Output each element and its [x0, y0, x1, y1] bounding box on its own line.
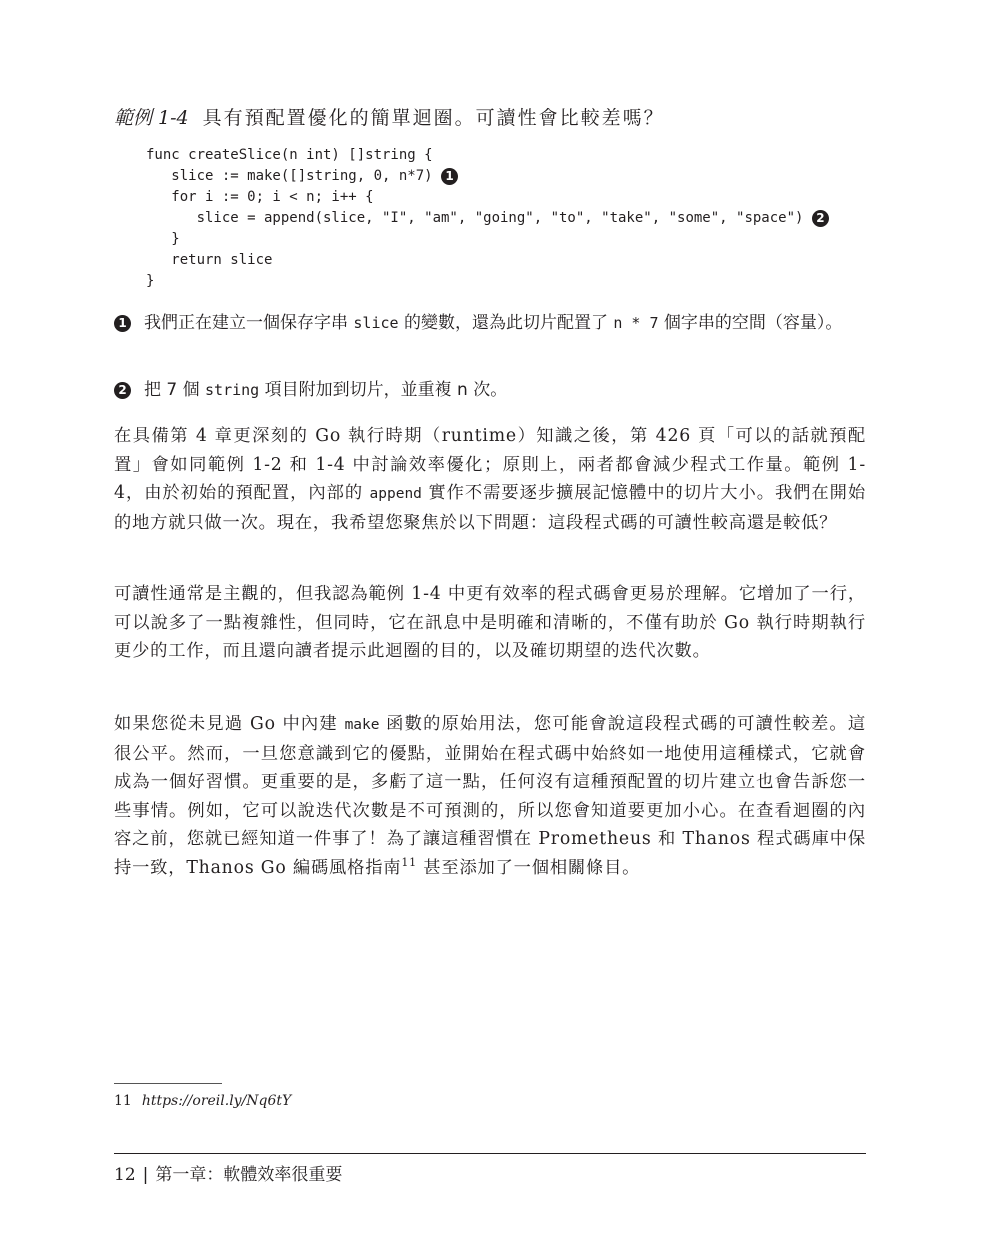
code-line: func createSlice(n int) []string {	[146, 147, 433, 163]
footnote	[114, 1093, 291, 1109]
inline-code: slice	[353, 314, 399, 332]
callout-marker-2: 2	[812, 210, 829, 227]
example-title: 具有預配置優化的簡單迴圈。可讀性會比較差嗎？	[202, 107, 665, 129]
page-footer	[114, 1160, 342, 1185]
body-paragraph-3	[114, 710, 866, 883]
example-number: 範例 1-4	[114, 107, 189, 129]
note-text: 個字串的空間（容量）。	[658, 313, 843, 333]
footer-divider	[114, 1153, 866, 1154]
code-line	[146, 166, 829, 187]
inline-code: string	[205, 381, 260, 399]
footnote-divider	[114, 1083, 222, 1084]
footnote-number: 11	[114, 1093, 132, 1109]
paragraph-text: 函數的原始用法，您可能會說這段程式碼的可讀性較差。這很公平。然而，一旦您意識到它的優點，並開始在程式碼中始終如一地使用這種樣式，它就會成為一個好習慣。更重要的是，多虧了這一點，任何沒有這種預配置的切片建立也會告訴您一些事情。例如，它可以說迭代次數是不可預測的，所以您會知道要更加小心。在查看迴圈的內容之前，您就已經知道一件事了！為了讓這種習慣在 Prometheus 和 Thanos 程式碼庫中保持一致，Thanos Go 編碼風格指南	[114, 714, 866, 878]
code-line: for i := 0; i < n; i++ {	[146, 189, 374, 205]
footnote-reference[interactable]: 11	[401, 856, 417, 870]
paragraph-text: 如果您從未見過 Go 中內建	[114, 714, 345, 734]
inline-code: append	[369, 486, 422, 503]
callout-note-1	[114, 309, 866, 337]
paragraph-text: 在具備第 4 章更深刻的 Go 執行時期（runtime）知識之後，第 426 頁「可以的話就預配置」會如同範例 1-2 和 1-4 中討論效率優化；原則上，兩者都會減少程式工作量。範例 1-4，由於初始的預配置，內部的	[114, 426, 866, 504]
note-text: 把 7 個	[144, 380, 206, 400]
callout-note-2	[114, 376, 866, 404]
body-paragraph-1	[114, 422, 866, 537]
code-text: slice = append(slice, "I", "am", "going", "to", "take", "some", "space")	[146, 210, 804, 226]
footer-separator: |	[142, 1165, 149, 1185]
code-line: }	[146, 231, 180, 247]
code-text: slice := make([]string, 0, n*7)	[146, 168, 433, 184]
callout-marker: 1	[114, 315, 131, 332]
code-listing	[146, 145, 829, 292]
callout-marker: 2	[114, 382, 131, 399]
inline-code: make	[344, 717, 380, 733]
code-line: }	[146, 273, 155, 289]
example-caption	[114, 103, 665, 130]
note-text: 我們正在建立一個保存字串	[144, 313, 354, 333]
note-text: 的變數，還為此切片配置了	[398, 313, 614, 333]
code-line: return slice	[146, 252, 273, 268]
footnote-link[interactable]: https://oreil.ly/Nq6tY	[141, 1093, 292, 1109]
paragraph-text: 實作不需要逐步擴展記憶體中的切片大小。我們在開始的地方就只做一次。現在，我希望您聚焦於以下問題：這段程式碼的可讀性較高還是較低？	[114, 483, 866, 533]
inline-code: n * 7	[613, 314, 659, 332]
code-line	[146, 208, 829, 229]
note-text: 項目附加到切片，並重複 n 次。	[259, 380, 508, 400]
paragraph-text: 甚至添加了一個相關條目。	[416, 857, 641, 878]
chapter-title: 第一章：軟體效率很重要	[155, 1165, 343, 1185]
body-paragraph-2: 可讀性通常是主觀的，但我認為範例 1-4 中更有效率的程式碼會更易於理解。它增加了一行，可以說多了一點複雜性，但同時，它在訊息中是明確和清晰的，不僅有助於 Go 執行時期執行更少的工作，而且還向讀者提示此迴圈的目的，以及確切期望的迭代次數。	[114, 584, 866, 662]
page-number: 12	[114, 1165, 136, 1185]
callout-marker-1: 1	[441, 168, 458, 185]
